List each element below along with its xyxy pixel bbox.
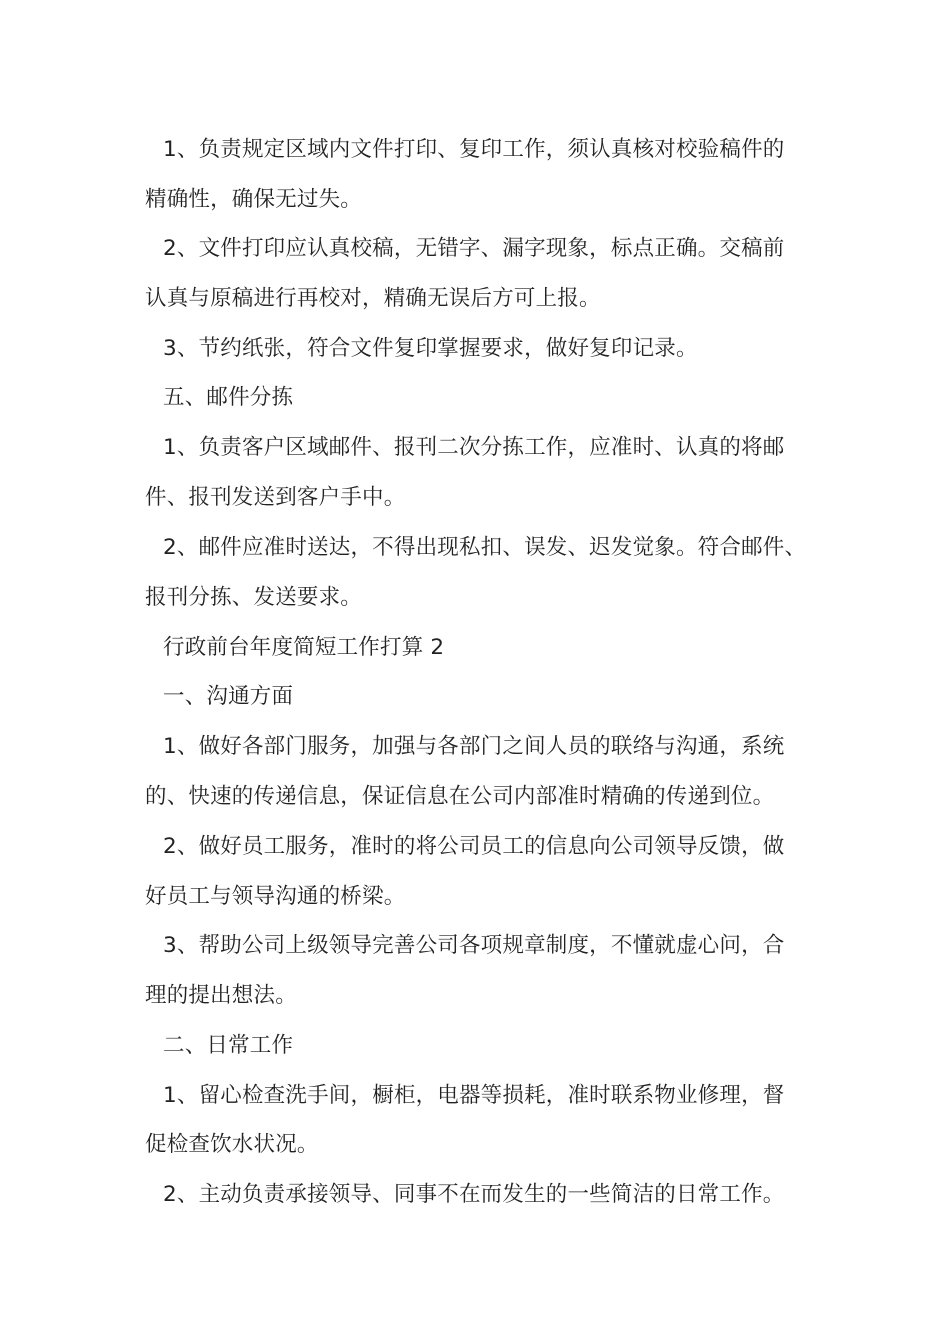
section-heading: 一、沟通方面 [163, 684, 294, 709]
paragraph-line: 2、做好员工服务，准时的将公司员工的信息向公司领导反馈，做 [163, 834, 785, 859]
paragraph-line: 理的提出想法。 [145, 983, 297, 1008]
paragraph-line: 的、快速的传递信息，保证信息在公司内部准时精确的传递到位。 [145, 784, 775, 809]
paragraph-line: 3、节约纸张，符合文件复印掌握要求，做好复印记录。 [163, 336, 698, 361]
document-subtitle: 行政前台年度简短工作打算 2 [163, 635, 445, 660]
paragraph-line: 件、报刊发送到客户手中。 [145, 485, 406, 510]
paragraph-line: 1、负责客户区域邮件、报刊二次分拣工作，应准时、认真的将邮 [163, 435, 785, 460]
paragraph-line: 3、帮助公司上级领导完善公司各项规章制度，不懂就虚心问，合 [163, 933, 785, 958]
paragraph-line: 2、主动负责承接领导、同事不在而发生的一些简洁的日常工作。 [163, 1182, 785, 1207]
section-heading: 二、日常工作 [163, 1033, 294, 1058]
paragraph-line: 认真与原稿进行再校对，精确无误后方可上报。 [145, 286, 601, 311]
paragraph-line: 1、负责规定区域内文件打印、复印工作，须认真核对校验稿件的 [163, 137, 785, 162]
paragraph-line: 1、做好各部门服务，加强与各部门之间人员的联络与沟通，系统 [163, 734, 785, 759]
paragraph-line: 2、文件打印应认真校稿，无错字、漏字现象，标点正确。交稿前 [163, 236, 785, 261]
paragraph-line: 促检查饮水状况。 [145, 1132, 319, 1157]
paragraph-line: 报刊分拣、发送要求。 [145, 585, 363, 610]
paragraph-line: 2、邮件应准时送达，不得出现私扣、误发、迟发觉象。符合邮件、 [163, 535, 807, 560]
paragraph-line: 精确性，确保无过失。 [145, 187, 363, 212]
paragraph-line: 好员工与领导沟通的桥梁。 [145, 884, 406, 909]
paragraph-line: 1、留心检查洗手间，橱柜，电器等损耗，准时联系物业修理，督 [163, 1083, 785, 1108]
section-heading: 五、邮件分拣 [163, 385, 294, 410]
